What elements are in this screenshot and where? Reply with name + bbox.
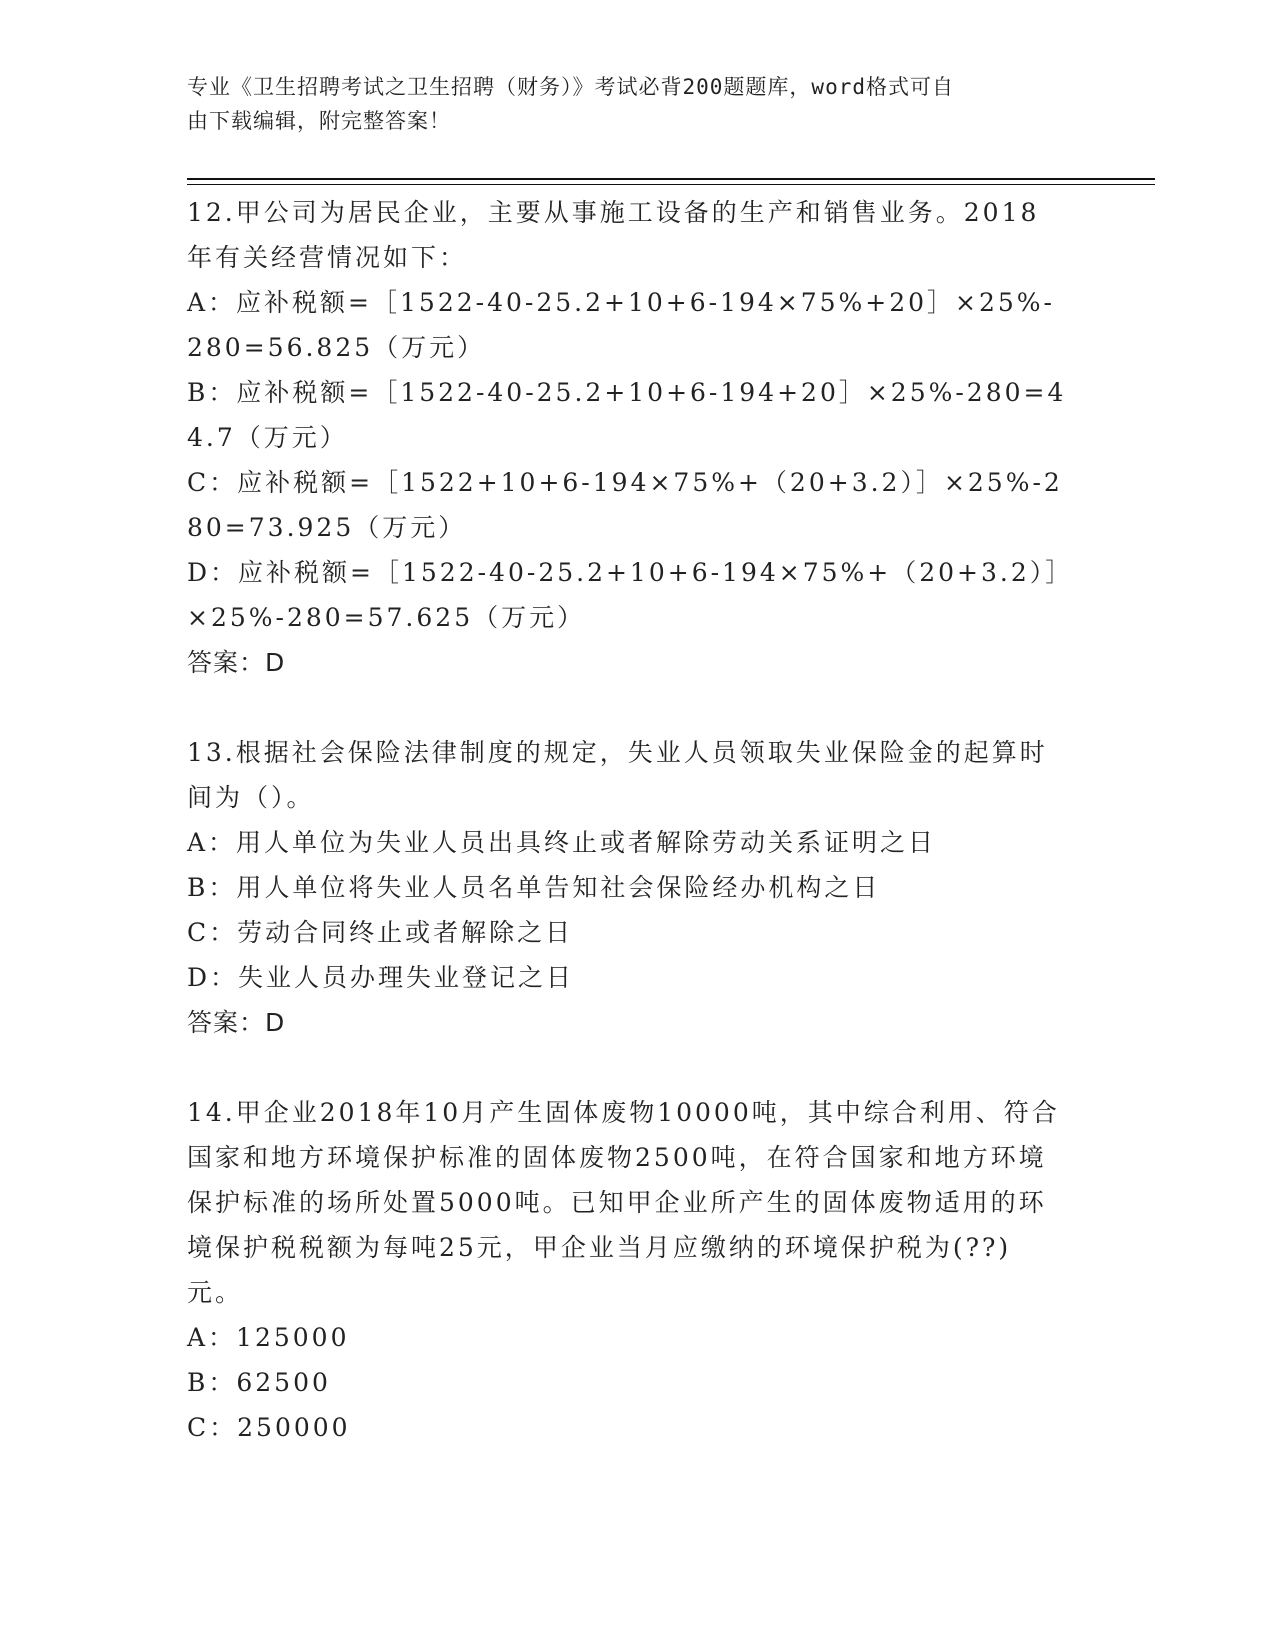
option-b: B：应补税额=［1522-40-25.2+10+6-194+20］×25%-280=44.7（万元） — [187, 378, 1067, 452]
option-c: C：应补税额=［1522+10+6-194×75%+（20+3.2）］×25%-280=73.925（万元） — [187, 468, 1063, 542]
option-d: D：失业人员办理失业登记之日 — [187, 963, 575, 992]
answer-line: 答案：D — [187, 1008, 286, 1037]
question-stem: 13.根据社会保险法律制度的规定，失业人员领取失业保险金的起算时间为（）。 — [187, 738, 1048, 812]
question-stem: 14.甲企业2018年10月产生固体废物10000吨，其中综合利用、符合国家和地方环境保护标准的固体废物2500吨，在符合国家和地方环境保护标准的场所处置5000吨。已知甲企业所产生的固体废物适用的环境保护税税额为每吨25元，甲企业当月应缴纳的环境保护税为(??)元。 — [187, 1098, 1060, 1307]
question-stem: 12.甲公司为居民企业，主要从事施工设备的生产和销售业务。2018年有关经营情况如下： — [187, 198, 1040, 272]
header-divider-thick — [187, 178, 1155, 180]
header-title-line-2: 由下载编辑，附完整答案！ — [187, 109, 451, 133]
question-13 — [187, 730, 1067, 1045]
document-header — [187, 70, 1067, 138]
header-divider-thin — [187, 184, 1155, 185]
header-title-line-1: 专业《卫生招聘考试之卫生招聘（财务）》考试必背200题题库，word格式可自 — [187, 75, 954, 99]
option-a: A：应补税额=［1522-40-25.2+10+6-194×75%+20］×25%-280=56.825（万元） — [187, 288, 1056, 362]
answer-line: 答案：D — [187, 648, 286, 677]
option-d: D：应补税额=［1522-40-25.2+10+6-194×75%+（20+3.2）］×25%-280=57.625（万元） — [187, 558, 1061, 632]
option-c: C：250000 — [187, 1413, 351, 1442]
option-c: C：劳动合同终止或者解除之日 — [187, 918, 574, 947]
question-12 — [187, 190, 1067, 685]
question-14 — [187, 1090, 1067, 1450]
option-a: A：用人单位为失业人员出具终止或者解除劳动关系证明之日 — [187, 828, 937, 857]
option-b: B：62500 — [187, 1368, 331, 1397]
option-b: B：用人单位将失业人员名单告知社会保险经办机构之日 — [187, 873, 881, 902]
question-list — [187, 190, 1067, 1450]
option-a: A：125000 — [187, 1323, 350, 1352]
